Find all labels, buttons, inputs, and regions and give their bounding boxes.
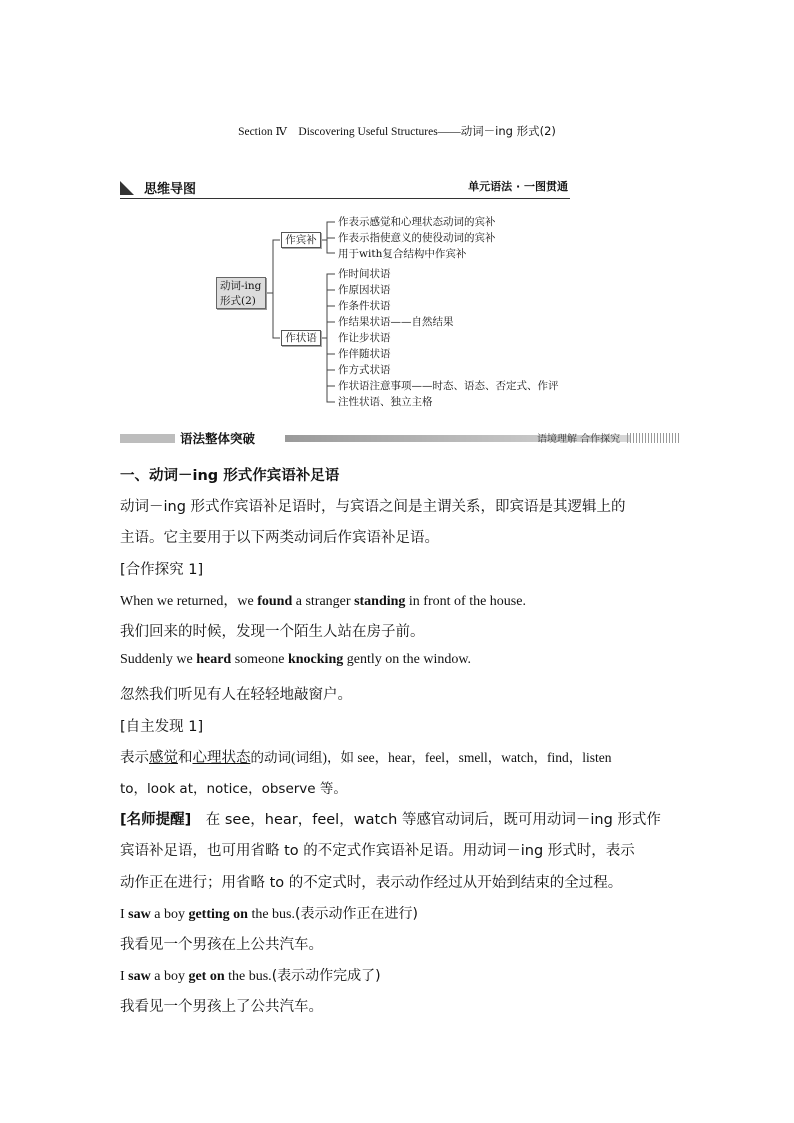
teacher-tip: [名师提醒] 在 see，hear，feel，watch 等感官动词后，既可用动词－ing 形式作 [120,812,661,828]
mindmap-leaf: 注性状语、独立主格 [338,396,433,408]
example-sentence: Suddenly we heard someone knocking gently on the window. [120,652,472,667]
label-self-discovery: [自主发现 1] [120,719,204,735]
label-cooperative-inquiry: [合作探究 1] [120,562,204,578]
title-chinese: 动词－ing 形式(2) [460,124,556,138]
example-sentence: I saw a boy get on the bus.(表示动作完成了) [120,968,381,984]
grammar-section-subtitle: 语境理解 合作探究 [537,434,621,445]
example-translation: 忽然我们听见有人在轻轻地敲窗户。 [120,687,352,703]
section-heading: 一、动词－ing 形式作宾语补足语 [120,468,340,484]
paragraph-line: 主语。它主要用于以下两类动词后作宾语补足语。 [120,530,439,546]
mindmap-root-node [216,277,266,309]
example-translation: 我们回来的时候，发现一个陌生人站在房子前。 [120,624,425,640]
bar-hatch [627,433,680,443]
mindmap-leaf: 作结果状语——自然结果 [338,316,454,328]
mindmap-leaf: 作状语注意事项——时态、语态、否定式、作评 [338,380,559,392]
example-translation: 我看见一个男孩在上公共汽车。 [120,937,323,953]
paragraph-line: to，look at，notice，observe 等。 [120,781,347,797]
grammar-section-bar [120,431,680,445]
mindmap-leaf: 作原因状语 [338,284,391,296]
mindmap-leaf: 作伴随状语 [338,348,391,360]
mindmap-node-adverbial: 作状语 [281,330,321,346]
mindmap-node-object-complement: 作宾补 [281,232,321,248]
mindmap-header-title: 思维导图 [144,182,197,197]
paragraph-line: 表示感觉和心理状态的动词(词组)，如 see，hear，feel，smell，watch，find，listen [120,750,612,766]
bar-left-block [120,434,175,443]
mindmap-header-subtitle: 单元语法 · 一图贯通 [468,180,568,193]
mindmap-leaf: 作条件状语 [338,300,391,312]
paragraph-line: 宾语补足语，也可用省略 to 的不定式作宾语补足语。用动词－ing 形式时，表示 [120,843,635,859]
mindmap-leaf: 作表示感觉和心理状态动词的宾补 [338,216,496,228]
paragraph-line: 动作正在进行；用省略 to 的不定式时，表示动作经过从开始到结束的全过程。 [120,875,623,891]
root-label-line2: 形式(2) [220,295,256,307]
grammar-section-title: 语法整体突破 [180,431,256,446]
mindmap-leaf: 作方式状语 [338,364,391,376]
root-label-line1: 动词-ing [220,280,262,292]
example-translation: 我看见一个男孩上了公共汽车。 [120,999,323,1015]
mindmap-leaf: 作让步状语 [338,332,391,344]
paragraph-line: 动词－ing 形式作宾语补足语时，与宾语之间是主谓关系，即宾语是其逻辑上的 [120,499,626,515]
mindmap-leaf: 作时间状语 [338,268,391,280]
example-sentence: I saw a boy getting on the bus.(表示动作正在进行) [120,906,418,922]
title-english: Section Ⅳ Discovering Useful Structures—— [238,126,461,138]
example-sentence: When we returned，we found a stranger standing in front of the house. [120,594,526,609]
mindmap-leaf: 作表示指使意义的使役动词的宾补 [338,232,496,244]
mindmap-leaf: 用于with复合结构中作宾补 [338,248,467,260]
mindmap-connectors [0,0,794,420]
